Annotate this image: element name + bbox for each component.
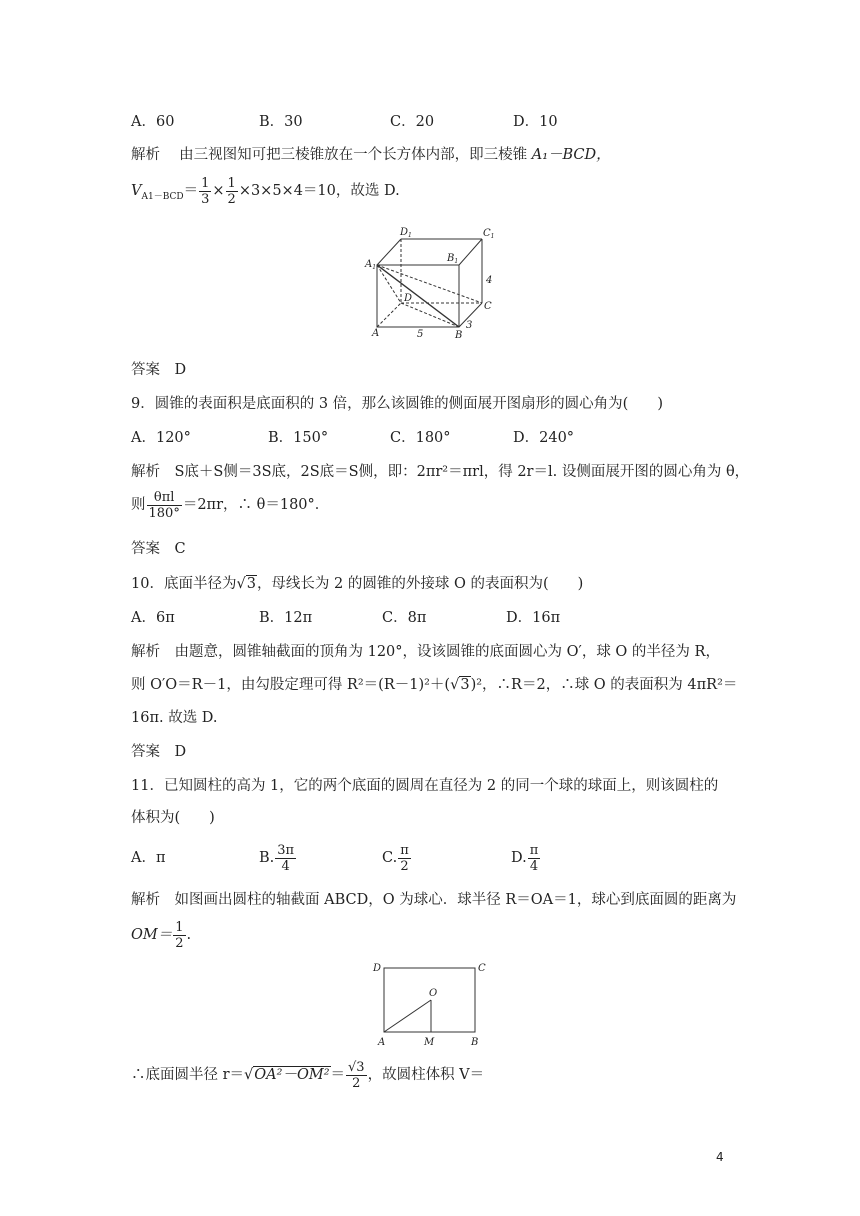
fraction: $\frac{\text{θπl}}{180^\circ}$ [148,489,180,521]
q11-option-d: D. $\frac{\pi}{4}$ [511,842,539,874]
q10-option-a: A．6π [131,610,175,626]
fraction: $\frac{1}{3}$ [201,175,210,207]
q11-option-a: A．π [131,850,166,866]
page-number: 4 [716,1150,724,1164]
box-edge [459,239,482,265]
q8-analysis-line: 解析 由三视图知可把三棱锥放在一个长方体内部，即三棱锥 A₁－BCD， [131,147,611,163]
label-D: D [373,963,382,974]
q10-analysis-line1: 解析 由题意，圆锥轴截面的顶角为 120°，设该圆锥的底面圆心为 O′，球 O 的半径为 R， [131,644,720,660]
q9-answer: 答案 C [131,541,186,557]
label-A1: $A_1$ [365,259,377,271]
q11-stem-line1: 11．已知圆柱的高为 1，它的两个底面的圆周在直径为 2 的同一个球的球面上，则该圆柱的 [131,778,719,794]
label-B: B [455,330,463,341]
label-O: O [429,988,438,999]
fraction: $\frac{\pi}{4}$ [529,842,539,874]
q11-stem-line2: 体积为( ) [131,810,215,826]
q10-option-c: C．8π [382,610,427,626]
label-A: A [372,328,380,339]
box-figure [360,225,510,345]
label-C: C [478,963,486,974]
q10-analysis-line3: 16π. 故选 D. [131,710,218,726]
q9-stem: 9．圆锥的表面积是底面积的 3 倍，那么该圆锥的侧面展开图扇形的圆心角为( ) [131,396,663,412]
edge-length-4: 4 [486,275,493,286]
pyramid-name: A₁－BCD， [531,147,611,163]
q8-option-c: C．20 [390,114,435,130]
fraction: $\frac{3\pi}{4}$ [277,842,295,874]
q9-option-b: B．150° [268,430,329,446]
q8-answer: 答案 D [131,362,187,378]
label-C1: $C_1$ [483,228,495,240]
q10-option-b: B．12π [259,610,313,626]
q10-option-d: D．16π [506,610,561,626]
q10-analysis-line2: 则 O′O＝R－1，由勾股定理可得 R²＝(R－1)²＋(√3)²，∴R＝2，∴球 O 的表面积为 4πR²＝ [131,677,738,693]
q9-analysis-line: 解析 S底＋S侧＝3S底，2S底＝S侧，即：2πr²＝πrl，得 2r＝l. 设侧面展开图的圆心角为 θ， [131,464,750,480]
q11-option-b: B. $\frac{3\pi}{4}$ [259,842,295,874]
box-edge [377,239,401,265]
q9-option-d: D．240° [513,430,575,446]
label-B: B [471,1037,479,1048]
q8-option-d: D．10 [513,114,558,130]
label-C: C [484,301,492,312]
q9-option-a: A．120° [131,430,191,446]
segment-OA [384,1000,431,1032]
pyramid-edge-A1B [377,265,459,327]
label-A: A [378,1037,386,1048]
label-D1: $D_1$ [400,227,412,239]
pyramid-edge-A1C [377,265,482,303]
fraction: $\frac{1}{2}$ [227,175,236,207]
pyramid-edge-A1D [377,265,401,303]
q8-option-b: B．30 [259,114,303,130]
q11-radius-line: ∴底面圆半径 r＝√OA²－OM²＝ $\frac{√3}{2}$ ，故圆柱体积 V＝ [131,1059,485,1091]
fraction: $\frac{1}{2}$ [175,919,184,951]
box-hidden-edge [377,303,401,327]
q8-option-a: A．60 [131,114,175,130]
pyramid-edge-DB [401,303,459,327]
label-M: M [424,1037,435,1048]
q11-analysis-line1: 解析 如图画出圆柱的轴截面 ABCD，O 为球心．球半径 R＝OA＝1，球心到底面圆的距离为 [131,892,737,908]
q9-angle-line: 则 $\frac{\text{θπl}}{180^\circ}$ ＝2πr，∴ θ＝180°． [131,489,330,521]
analysis-label: 解析 [131,147,160,163]
edge-length-3: 3 [466,320,473,331]
q10-stem: 10．底面半径为√3，母线长为 2 的圆锥的外接球 O 的表面积为( ) [131,576,584,592]
fraction: $\frac{√3}{2}$ [348,1059,365,1091]
cross-section-figure [365,960,495,1050]
fraction: $\frac{\pi}{2}$ [400,842,409,874]
q8-volume-line: $V_{A1-BCD}=$ $\frac{1}{3}$ × $\frac{1}{2}$ ×3×5×4＝10，故选 D. [131,175,400,207]
label-B1: $B_1$ [447,253,459,265]
label-D: D [404,293,413,304]
edge-length-5: 5 [417,329,424,340]
q11-option-c: C. $\frac{\pi}{2}$ [382,842,409,874]
q10-answer: 答案 D [131,744,187,760]
q9-option-c: C．180° [390,430,451,446]
q11-analysis-line2: OM＝ $\frac{1}{2}$ . [131,919,192,951]
